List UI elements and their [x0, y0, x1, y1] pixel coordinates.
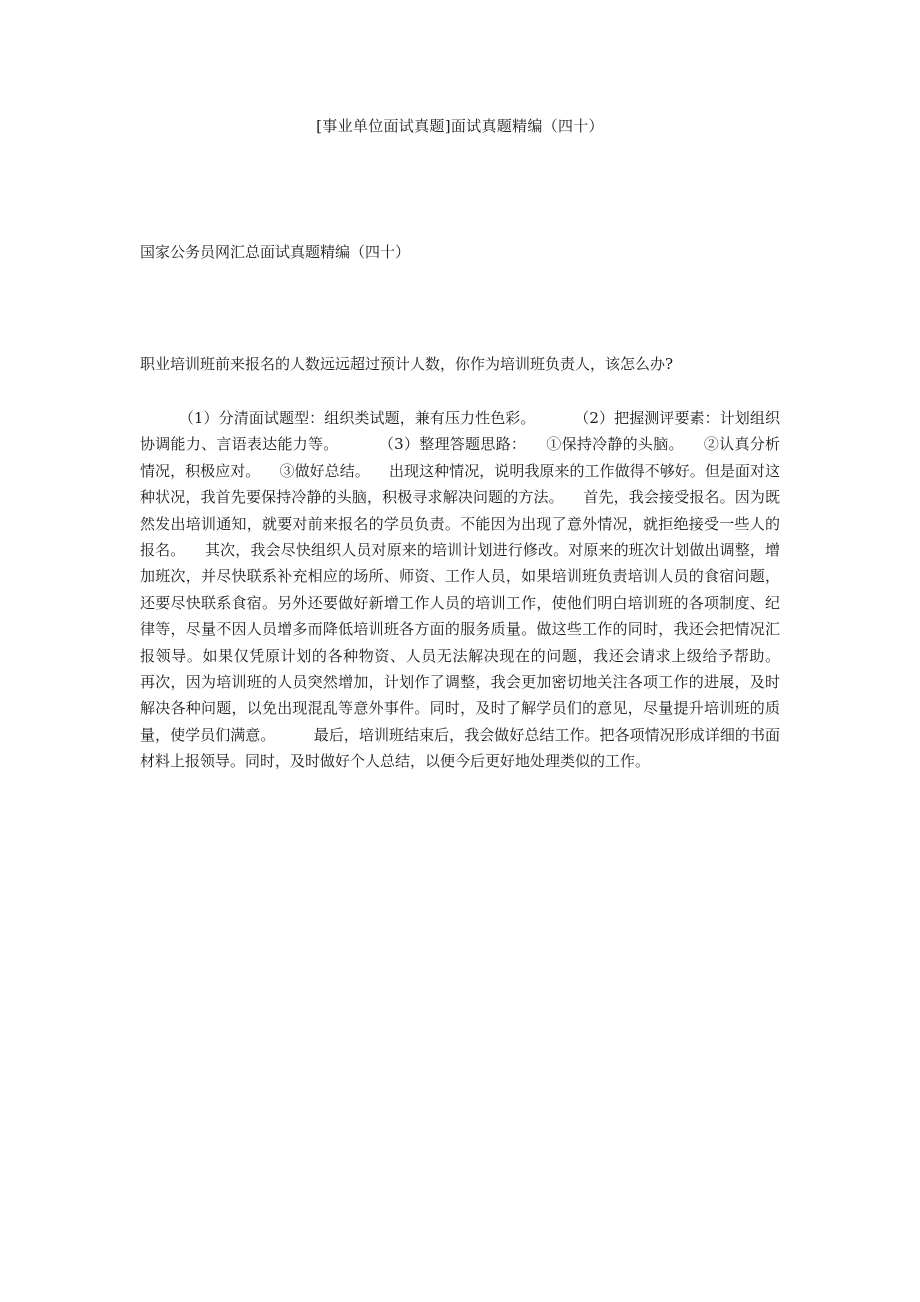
document-title: [事业单位面试真题]面试真题精编（四十）	[316, 117, 604, 135]
answer-body: （1）分清面试题型：组织类试题，兼有压力性色彩。 （2）把握测评要素：计划组织协调能力、言语表达能力等。 （3）整理答题思路： ①保持冷静的头脑。 ②认真分析情况，积极应对。 ③做好总结。 出现这种情况，说明我原来的工作做得不够好。但是面对这种状况，我首先要保持冷静的头脑，积极寻求解决问题的方法。 首先，我会接受报名。因为既然发出培训通知，就要对前来报名的学员负责。不能因为出现了意外情况，就拒绝接受一些人的报名。 其次，我会尽快组织人员对原来的培训计划进行修改。对原来的班次计划做出调整，增加班次，并尽快联系补充相应的场所、师资、工作人员，如果培训班负责培训人员的食宿问题，还要尽快联系食宿。另外还要做好新增工作人员的培训工作，使他们明白培训班的各项制度、纪律等，尽量不因人员增多而降低培训班各方面的服务质量。做这些工作的同时，我还会把情况汇报领导。如果仅凭原计划的各种物资、人员无法解决现在的问题，我还会请求上级给予帮助。 再次，因为培训班的人员突然增加，计划作了调整，我会更加密切地关注各项工作的进展，及时解决各种问题，以免出现混乱等意外事件。同时，及时了解学员们的意见，尽量提升培训班的质量，使学员们满意。 最后，培训班结束后，我会做好总结工作。把各项情况形成详细的书面材料上报领导。同时，及时做好个人总结，以便今后更好地处理类似的工作。	[140, 409, 800, 771]
document-subtitle: 国家公务员网汇总面试真题精编（四十）	[140, 243, 411, 261]
interview-question: 职业培训班前来报名的人数远远超过预计人数，你作为培训班负责人，该怎么办?	[140, 355, 674, 373]
